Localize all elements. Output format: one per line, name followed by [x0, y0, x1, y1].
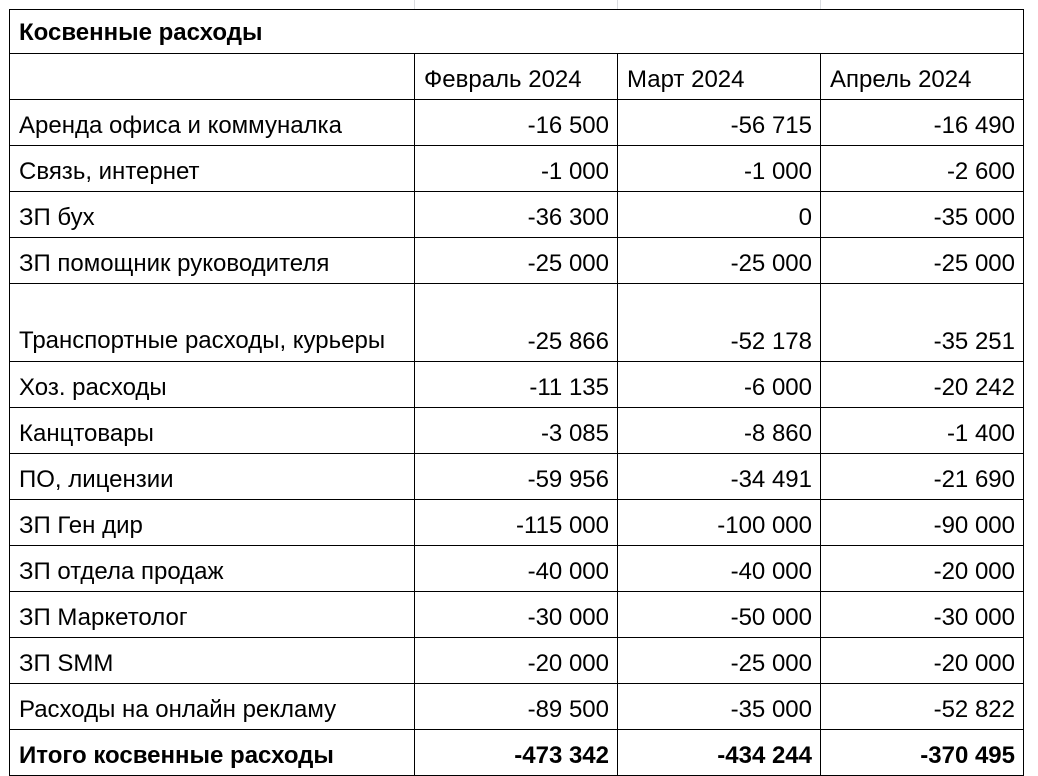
value-cell[interactable]: -25 000: [618, 638, 821, 684]
value-cell[interactable]: -20 242: [821, 362, 1024, 408]
row-label-cell[interactable]: Расходы на онлайн рекламу: [10, 684, 415, 730]
table-row: [10, 592, 1024, 638]
value-cell[interactable]: -100 000: [618, 500, 821, 546]
value-cell[interactable]: -52 822: [821, 684, 1024, 730]
value-cell[interactable]: -40 000: [618, 546, 821, 592]
table-title-row: [10, 10, 1024, 54]
value-cell[interactable]: -35 000: [618, 684, 821, 730]
value-cell[interactable]: -25 866: [415, 284, 618, 362]
row-label-cell[interactable]: Канцтовары: [10, 408, 415, 454]
total-value-cell[interactable]: -434 244: [618, 730, 821, 776]
table-row: [10, 684, 1024, 730]
value-cell[interactable]: -16 490: [821, 100, 1024, 146]
row-label-cell[interactable]: Связь, интернет: [10, 146, 415, 192]
value-cell[interactable]: -40 000: [415, 546, 618, 592]
value-cell[interactable]: -34 491: [618, 454, 821, 500]
header-label-cell[interactable]: [10, 54, 415, 100]
value-cell[interactable]: -1 400: [821, 408, 1024, 454]
value-cell[interactable]: -8 860: [618, 408, 821, 454]
table-row: [10, 100, 1024, 146]
value-cell[interactable]: -89 500: [415, 684, 618, 730]
value-cell[interactable]: -90 000: [821, 500, 1024, 546]
table-row: [10, 408, 1024, 454]
total-value-cell[interactable]: -473 342: [415, 730, 618, 776]
total-label-cell[interactable]: Итого косвенные расходы: [10, 730, 415, 776]
table-row: [10, 146, 1024, 192]
header-month-cell[interactable]: Апрель 2024: [821, 54, 1024, 100]
table-row: [10, 362, 1024, 408]
value-cell[interactable]: -30 000: [415, 592, 618, 638]
value-cell[interactable]: -20 000: [821, 546, 1024, 592]
row-label-cell[interactable]: ЗП Маркетолог: [10, 592, 415, 638]
value-cell[interactable]: -59 956: [415, 454, 618, 500]
value-cell[interactable]: -115 000: [415, 500, 618, 546]
table-row: [10, 454, 1024, 500]
table-row: [10, 546, 1024, 592]
value-cell[interactable]: -35 251: [821, 284, 1024, 362]
row-label-cell[interactable]: ПО, лицензии: [10, 454, 415, 500]
value-cell[interactable]: -6 000: [618, 362, 821, 408]
table-row: [10, 192, 1024, 238]
header-row: [10, 54, 1024, 100]
value-cell[interactable]: -3 085: [415, 408, 618, 454]
value-cell[interactable]: -11 135: [415, 362, 618, 408]
value-cell[interactable]: -25 000: [415, 238, 618, 284]
table-row: [10, 500, 1024, 546]
value-cell[interactable]: -16 500: [415, 100, 618, 146]
value-cell[interactable]: -35 000: [821, 192, 1024, 238]
value-cell[interactable]: -1 000: [415, 146, 618, 192]
value-cell[interactable]: -25 000: [821, 238, 1024, 284]
value-cell[interactable]: 0: [618, 192, 821, 238]
table-row: [10, 284, 1024, 362]
total-row: [10, 730, 1024, 776]
row-label-cell[interactable]: Хоз. расходы: [10, 362, 415, 408]
value-cell[interactable]: -50 000: [618, 592, 821, 638]
header-month-cell[interactable]: Март 2024: [618, 54, 821, 100]
value-cell[interactable]: -52 178: [618, 284, 821, 362]
value-cell[interactable]: -21 690: [821, 454, 1024, 500]
row-label-cell[interactable]: ЗП SMM: [10, 638, 415, 684]
row-label-cell[interactable]: Транспортные расходы, курьеры: [10, 284, 415, 362]
value-cell[interactable]: -1 000: [618, 146, 821, 192]
row-label-cell[interactable]: ЗП отдела продаж: [10, 546, 415, 592]
header-month-cell[interactable]: Февраль 2024: [415, 54, 618, 100]
table-row: [10, 638, 1024, 684]
table-row: [10, 238, 1024, 284]
value-cell[interactable]: -2 600: [821, 146, 1024, 192]
indirect-expenses-table: [9, 9, 1024, 776]
row-label-cell[interactable]: Аренда офиса и коммуналка: [10, 100, 415, 146]
row-label-cell[interactable]: ЗП Ген дир: [10, 500, 415, 546]
value-cell[interactable]: -20 000: [415, 638, 618, 684]
table-title-cell[interactable]: Косвенные расходы: [10, 10, 1024, 54]
row-label-cell[interactable]: ЗП помощник руководителя: [10, 238, 415, 284]
value-cell[interactable]: -30 000: [821, 592, 1024, 638]
value-cell[interactable]: -56 715: [618, 100, 821, 146]
value-cell[interactable]: -36 300: [415, 192, 618, 238]
value-cell[interactable]: -20 000: [821, 638, 1024, 684]
total-value-cell[interactable]: -370 495: [821, 730, 1024, 776]
row-label-cell[interactable]: ЗП бух: [10, 192, 415, 238]
value-cell[interactable]: -25 000: [618, 238, 821, 284]
